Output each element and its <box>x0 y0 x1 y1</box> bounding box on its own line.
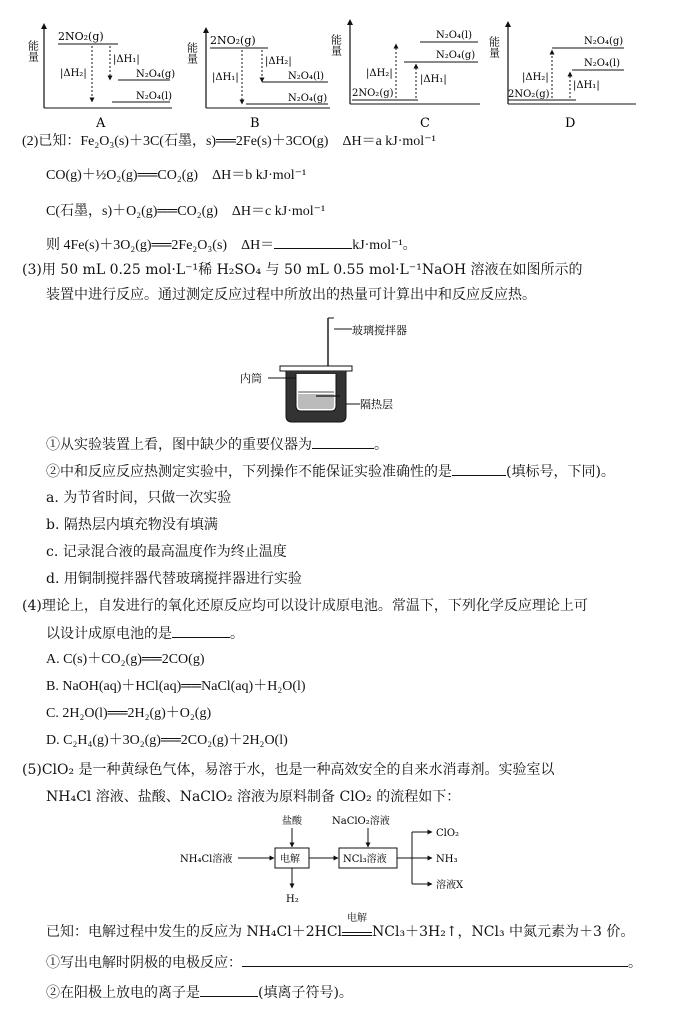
energy-diagram-d <box>488 24 637 131</box>
flow-nh3: NH₃ <box>436 854 458 865</box>
q5-sub1-end: 。 <box>628 955 642 971</box>
level-mid: N₂O₄(l) <box>288 71 324 82</box>
q5-sub2-text: ②在阳极上放电的离子是 <box>46 985 200 1001</box>
dh1-label: |ΔH₁| <box>212 72 239 83</box>
axis-label: 能量 <box>329 34 343 56</box>
q2-line4-text: 则 4Fe(s)＋3O₂(g)══2Fe₂O₃(s) ΔH＝ <box>46 238 275 253</box>
level-low: 2NO₂(g) <box>508 89 550 100</box>
q4-line2-end: 。 <box>230 626 244 642</box>
q5-known-text: 已知：电解过程中发生的反应为 NH₄Cl＋2HCl <box>46 924 343 940</box>
flow-hcl: 盐酸 <box>282 816 302 827</box>
diagram-letter: B <box>250 116 260 131</box>
flow-solution-x: 溶液X <box>436 880 464 891</box>
axis-label: 能量 <box>487 36 501 58</box>
q5-known-text-2: NCl₃＋3H₂↑，NCl₃ 中氮元素为＋3 价。 <box>372 924 635 940</box>
energy-diagrams <box>0 0 692 132</box>
q2-line1: (2)已知：Fe₂O₃(s)＋3C(石墨，s)══2Fe(s)＋3CO(g) ΔH＝a kJ·mol⁻¹ <box>22 134 436 149</box>
flow-electrolysis: 电解 <box>280 854 300 865</box>
q4-line2-text: 以设计成原电池的是 <box>46 626 172 642</box>
flow-chart <box>180 812 500 914</box>
q3-option-a: a. 为节省时间，只做一次实验 <box>46 490 232 506</box>
dh1-label: |ΔH₁| <box>113 54 140 65</box>
level-top: 2NO₂(g) <box>210 34 256 47</box>
axis-label: 能量 <box>185 42 199 64</box>
q4-option-c: C. 2H₂O(l)══2H₂(g)＋O₂(g) <box>46 706 212 721</box>
flow-h2: H₂ <box>286 894 299 905</box>
level-low: N₂O₄(g) <box>288 93 328 104</box>
q3-sub2-end: (填标号，下同)。 <box>506 464 615 480</box>
label-inner-cup: 内筒 <box>240 372 262 385</box>
q3-sub2-blank[interactable] <box>452 461 506 476</box>
q3-sub1 <box>46 434 388 455</box>
label-stirrer: 玻璃搅拌器 <box>352 324 407 337</box>
dh1-label: |ΔH₁| <box>420 74 447 85</box>
level-mid: N₂O₄(g) <box>436 50 476 61</box>
q4-option-d: D. C₂H₄(g)＋3O₂(g)══2CO₂(g)＋2H₂O(l) <box>46 733 288 748</box>
energy-diagram-a <box>27 26 176 131</box>
diagram-letter: D <box>565 116 576 131</box>
q4-option-b: B. NaOH(aq)＋HCl(aq)══NaCl(aq)＋H₂O(l) <box>46 679 306 694</box>
dh2-label: |ΔH₂| <box>60 68 87 79</box>
q5-sub1 <box>46 952 642 973</box>
q4-blank[interactable] <box>172 623 230 638</box>
axis-label: 能量 <box>26 40 40 62</box>
q3-option-d: d. 用铜制搅拌器代替玻璃搅拌器进行实验 <box>46 571 302 587</box>
q5-sub2-blank[interactable] <box>200 982 258 997</box>
dh1-label: |ΔH₁| <box>573 80 600 91</box>
q5-sub1-text: ①写出电解时阴极的电极反应： <box>46 955 242 971</box>
q3-sub2 <box>46 461 615 482</box>
dh2-label: |ΔH₂| <box>522 72 549 83</box>
energy-diagram-b <box>186 30 331 131</box>
level-top: N₂O₄(g) <box>584 36 624 47</box>
q2-line4-unit: kJ·mol⁻¹。 <box>352 238 417 253</box>
q4-line1: (4)理论上，自发进行的氧化还原反应均可以设计成原电池。常温下，下列化学反应理论上可 <box>22 598 588 614</box>
level-low: N₂O₄(l) <box>136 91 172 102</box>
level-top: N₂O₄(l) <box>436 30 472 41</box>
q3-option-b: b. 隔热层内填充物没有填满 <box>46 517 218 533</box>
level-low: 2NO₂(g) <box>352 88 394 99</box>
q2-line3: C(石墨，s)＋O₂(g)══CO₂(g) ΔH＝c kJ·mol⁻¹ <box>46 204 326 219</box>
label-insulation: 隔热层 <box>360 398 393 411</box>
q2-answer-blank[interactable] <box>274 234 352 249</box>
q5-sub2-end: (填离子符号)。 <box>258 985 353 1001</box>
flow-nh4cl: NH₄Cl溶液 <box>180 854 233 865</box>
q2-line4 <box>46 234 417 256</box>
diagram-letter: C <box>420 116 430 131</box>
q3-option-c: c. 记录混合液的最高温度作为终止温度 <box>46 544 287 560</box>
q3-sub1-blank[interactable] <box>312 434 374 449</box>
q4-option-a: A. C(s)＋CO₂(g)══2CO(g) <box>46 652 205 667</box>
q3-sub1-text: ①从实验装置上看，图中缺少的重要仪器为 <box>46 437 312 453</box>
q5-sub2 <box>46 982 353 1003</box>
q5-sub1-blank[interactable] <box>242 952 628 967</box>
level-mid: N₂O₄(g) <box>136 69 176 80</box>
q4-line2 <box>46 623 244 644</box>
dh2-label: |ΔH₂| <box>366 68 393 79</box>
q3-sub1-end: 。 <box>374 437 388 453</box>
q2-line2: CO(g)＋½O₂(g)══CO₂(g) ΔH＝b kJ·mol⁻¹ <box>46 168 307 183</box>
level-top: 2NO₂(g) <box>58 30 104 43</box>
q5-line2: NH₄Cl 溶液、盐酸、NaClO₂ 溶液为原料制备 ClO₂ 的流程如下： <box>46 789 461 805</box>
energy-diagram-c <box>330 22 481 131</box>
q5-line1: (5)ClO₂ 是一种黄绿色气体，易溶于水，也是一种高效安全的自来水消毒剂。实验室以 <box>22 762 555 778</box>
calorimeter-figure <box>240 312 440 430</box>
q3-sub2-text: ②中和反应反应热测定实验中，下列操作不能保证实验准确性的是 <box>46 464 452 480</box>
q3-line1: (3)用 50 mL 0.25 mol·L⁻¹稀 H₂SO₄ 与 50 mL 0.55 mol·L⁻¹NaOH 溶液在如图所示的 <box>22 262 583 278</box>
level-mid: N₂O₄(l) <box>584 58 620 69</box>
diagram-letter: A <box>96 116 106 131</box>
flow-clo2: ClO₂ <box>436 828 460 839</box>
q5-known <box>46 913 635 942</box>
q5-electrolysis-arrow <box>342 913 372 936</box>
q3-line2: 装置中进行反应。通过测定反应过程中所放出的热量可计算出中和反应反应热。 <box>46 287 536 303</box>
flow-naclo2: NaClO₂溶液 <box>332 816 390 827</box>
dh2-label: |ΔH₂| <box>265 56 292 67</box>
flow-ncl3: NCl₃溶液 <box>343 854 387 865</box>
q5-arrow-condition: 电解 <box>347 913 368 924</box>
